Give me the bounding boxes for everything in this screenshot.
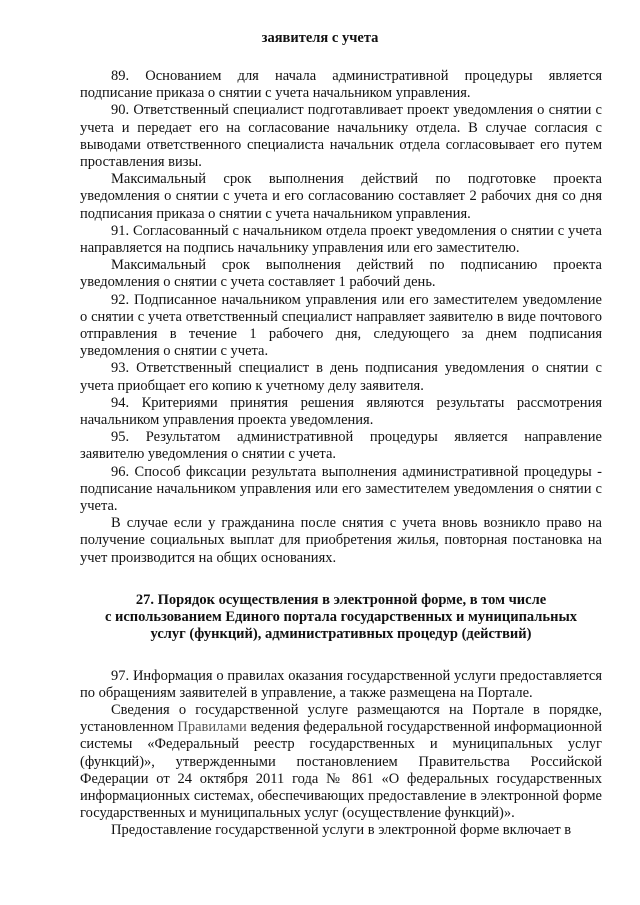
paragraph-95: 95. Результатом административной процедуры является направление заявителю уведомления о снятии с учета. xyxy=(80,429,602,463)
document-body xyxy=(80,68,602,840)
paragraph-97: 97. Информация о правилах оказания государственной услуги предоставляется по обращениям заявителей в управление, а также размещена на Портале. xyxy=(80,667,602,701)
paragraph-electronic-form: Предоставление государственной услуги в электронной форме включает в xyxy=(111,822,572,839)
service-info-text-start: Сведения о государственной услуге размещаются на Портале в порядке, установленном xyxy=(80,701,602,736)
paragraph-96: 96. Способ фиксации результата выполнения административной процедуры - подписание начальником управления или его заместителем уведомления о снятии с учета. xyxy=(80,463,602,515)
paragraph-re-registration: В случае если у гражданина после снятия с учета вновь возникло право на получение социальных выплат для приобретения жилья, повторная постановка на учет производится на общих основаниях. xyxy=(80,515,602,566)
page-heading: заявителя с учета xyxy=(261,30,379,46)
paragraph-94: 94. Критериями принятия решения являются результаты рассмотрения начальником управления проекта уведомления. xyxy=(80,394,602,429)
paragraph-93: 93. Ответственный специалист в день подписания уведомления о снятии с учета приобщает его копию к учетному делу заявителя. xyxy=(80,360,602,394)
paragraph-90-deadline: Максимальный срок выполнения действий по подготовке проекта уведомления о снятии с учета и его согласованию составляет 2 рабочих дня со дня подписания приказа о снятии с учета начальником управления. xyxy=(80,171,602,222)
paragraph-91: 91. Согласованный с начальником отдела проект уведомления о снятии с учета направляется на подпись начальнику управления или его заместителю. xyxy=(80,222,602,257)
paragraph-89: 89. Основанием для начала административной процедуры является подписание приказа о снятии с учета начальником управления. xyxy=(80,68,602,102)
paragraph-service-info xyxy=(80,702,602,822)
section-title xyxy=(80,592,602,644)
rules-link[interactable]: Правилами xyxy=(177,719,247,736)
paragraph-92: 92. Подписанное начальником управления или его заместителем уведомление о снятии с учета ответственный специалист направляет заявителю в виде почтового отправления в течение 1 рабочего дня, следующего за днем подписания уведомления о снятии с учета. xyxy=(80,291,602,360)
paragraph-90: 90. Ответственный специалист подготавливает проект уведомления о снятии с учета и передает его на согласование начальнику отдела. В случае согласия с выводами ответственного специалиста начальник отдела согласовывает его путем проставления визы. xyxy=(80,102,602,171)
section-title-line-1: 27. Порядок осуществления в электронной форме, в том числе xyxy=(135,591,547,608)
section-title-line-2: с использованием Единого портала государственных и муниципальных xyxy=(104,609,578,626)
paragraph-91-deadline: Максимальный срок выполнения действий по подписанию проекта уведомления о снятии с учета составляет 1 рабочий день. xyxy=(80,257,602,291)
section-title-line-3: услуг (функций), административных процедур (действий) xyxy=(150,626,532,643)
service-info-text-end: ведения федеральной государственной информационной системы «Федеральный реестр государственных и муниципальных услуг (функций)», утвержденными постановлением Правительства Российской Федерации от 24 октября 2011 года № 861 «О федеральных государственных информационных системах, обеспечивающих предоставление в электронной форме государственных и муниципальных услуг (осуществление функций)». xyxy=(80,719,602,822)
